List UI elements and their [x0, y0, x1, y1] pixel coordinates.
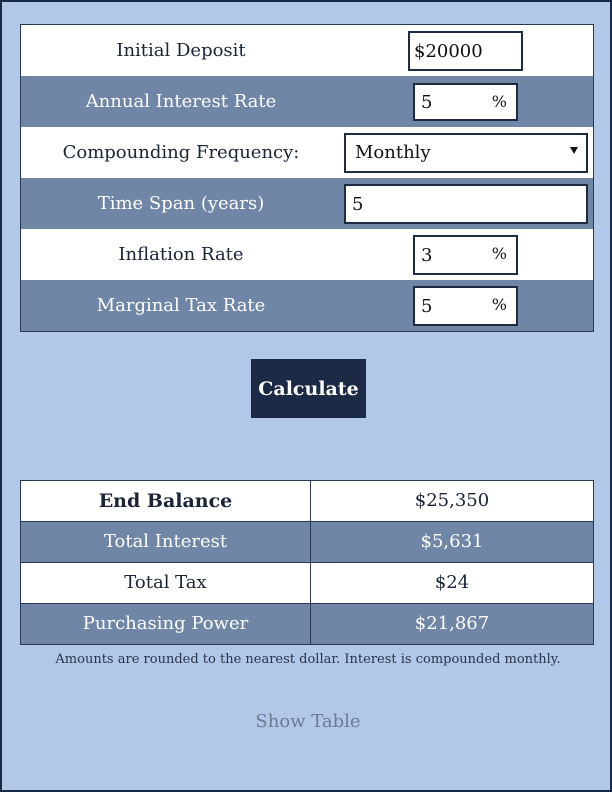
- percent-sign: %: [491, 244, 507, 263]
- end-balance-value: $25,350: [414, 490, 490, 511]
- total-interest-value: $5,631: [420, 531, 484, 552]
- annual-interest-rate-input[interactable]: [415, 85, 481, 119]
- percent-sign: %: [491, 92, 507, 111]
- total-tax-value: $24: [434, 572, 470, 593]
- initial-deposit-box[interactable]: [408, 31, 523, 71]
- compounding-frequency-value: Monthly: [355, 142, 431, 163]
- calculate-button[interactable]: Calculate: [251, 359, 366, 418]
- annual-interest-rate-box[interactable]: [413, 83, 518, 121]
- total-tax-label: Total Tax: [21, 563, 311, 603]
- row-compounding-frequency: [21, 127, 593, 178]
- row-annual-interest-rate: [21, 76, 593, 127]
- chevron-down-icon: [570, 147, 578, 154]
- percent-sign: %: [491, 295, 507, 314]
- show-table-link[interactable]: Show Table: [255, 711, 361, 732]
- marginal-tax-rate-label: Marginal Tax Rate: [96, 295, 266, 316]
- row-time-span: [21, 178, 593, 229]
- compounding-frequency-label: Compounding Frequency:: [62, 142, 300, 163]
- marginal-tax-rate-box[interactable]: [413, 286, 518, 326]
- input-form: [20, 24, 594, 332]
- total-interest-label: Total Interest: [21, 522, 311, 562]
- inflation-rate-label: Inflation Rate: [118, 244, 244, 265]
- time-span-label: Time Span (years): [97, 193, 265, 214]
- results-table: [20, 480, 594, 645]
- result-row-total-interest: [21, 522, 593, 563]
- inflation-rate-box[interactable]: [413, 235, 518, 275]
- purchasing-power-value: $21,867: [414, 613, 490, 634]
- purchasing-power-label: Purchasing Power: [21, 604, 311, 644]
- annual-interest-rate-label: Annual Interest Rate: [85, 91, 277, 112]
- marginal-tax-rate-input[interactable]: [415, 288, 481, 324]
- result-row-purchasing-power: [21, 604, 593, 644]
- inflation-rate-input[interactable]: [415, 237, 481, 273]
- initial-deposit-label: Initial Deposit: [116, 40, 246, 61]
- row-marginal-tax-rate: [21, 280, 593, 331]
- rounding-note: Amounts are rounded to the nearest dollar. Interest is compounded monthly.: [55, 652, 561, 667]
- time-span-box[interactable]: [344, 184, 588, 224]
- result-row-total-tax: [21, 563, 593, 604]
- initial-deposit-input[interactable]: [410, 33, 519, 69]
- time-span-input[interactable]: [346, 186, 582, 222]
- row-inflation-rate: [21, 229, 593, 280]
- row-initial-deposit: [21, 25, 593, 76]
- compounding-frequency-select[interactable]: [344, 133, 588, 173]
- end-balance-label: End Balance: [21, 481, 311, 521]
- result-row-end-balance: [21, 481, 593, 522]
